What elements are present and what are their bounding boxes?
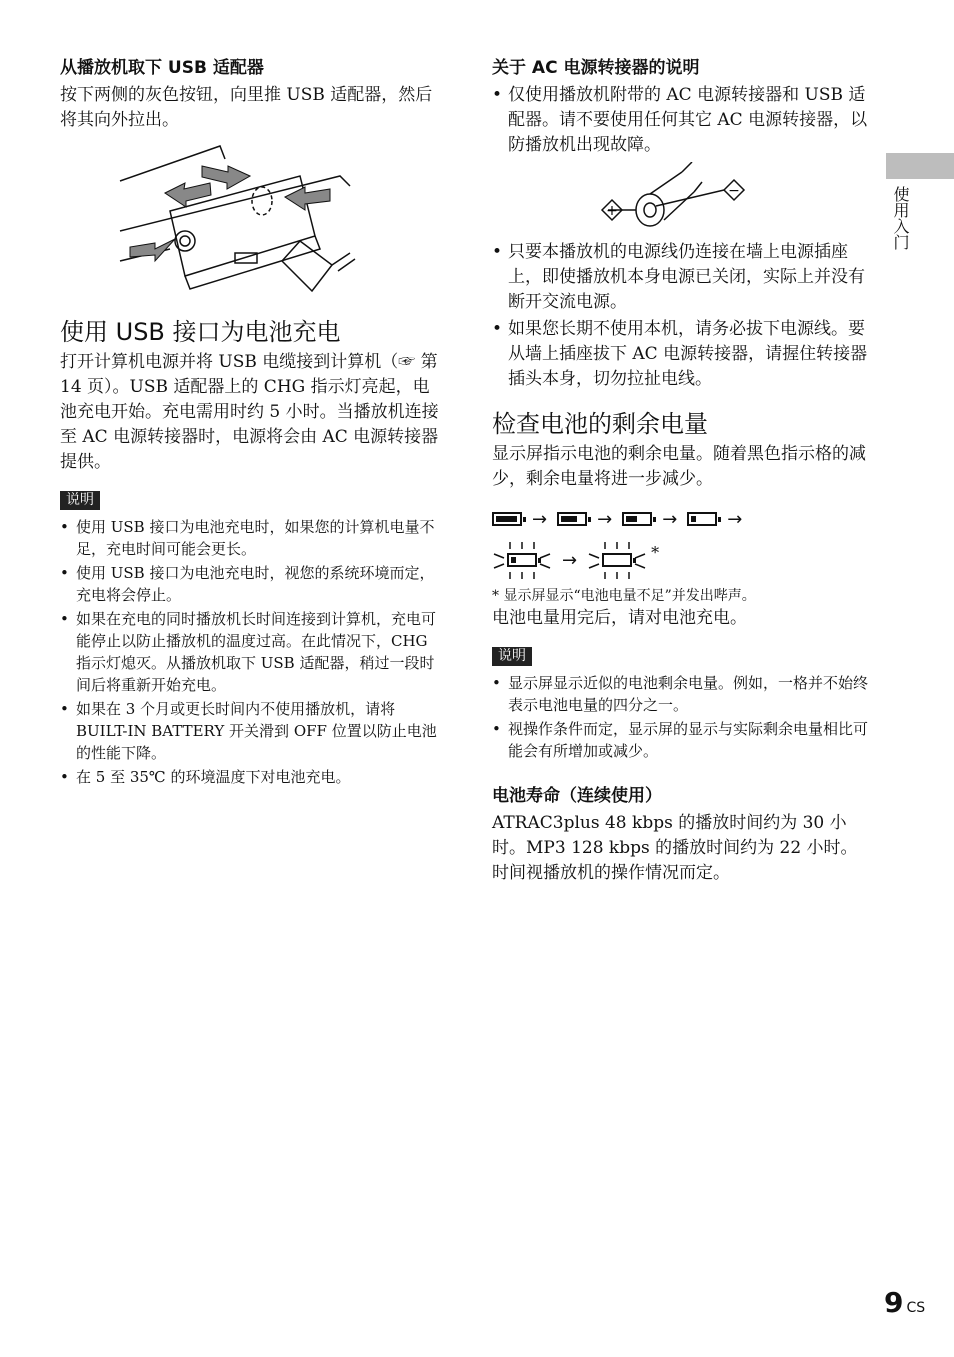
remove-usb-text: 按下两侧的灰色按钮，向里推 USB 适配器，然后将其向外拉出。 bbox=[60, 85, 433, 130]
left-column bbox=[60, 50, 442, 790]
battery-level-row-1 bbox=[492, 504, 868, 534]
battery-life-text: ATRAC3plus 48 kbps 的播放时间约为 30 小时。MP3 128 kbps 的播放时间约为 22 小时。 bbox=[492, 813, 858, 858]
list-item: • 使用 USB 接口为电池充电时，视您的系统环境而定，充电将会停止。 bbox=[60, 562, 442, 606]
arrow-icon: → bbox=[597, 508, 613, 530]
list-item: • 如果您长期不使用本机，请务必拔下电源线。要从墙上插座拔下 AC 电源转接器，请握住转接器插头本身，切勿拉扯电线。 bbox=[492, 317, 868, 392]
battery-icon bbox=[492, 512, 522, 526]
page-number-suffix: CS bbox=[906, 1300, 926, 1316]
ac-adapter-heading: 关于 AC 电源转接器的说明 bbox=[492, 58, 700, 78]
dc-plug-polarity-illustration bbox=[592, 162, 752, 232]
page-number-value: 9 bbox=[884, 1286, 904, 1319]
usb-adapter-illustration bbox=[110, 141, 360, 306]
footnote-marker: * bbox=[651, 542, 660, 562]
right-column bbox=[492, 50, 868, 886]
arrow-icon: → bbox=[532, 508, 548, 530]
battery-check-text: 显示屏指示电池的剩余电量。随着黑色指示格的减少，剩余电量将进一步减少。 bbox=[492, 444, 866, 489]
usb-charge-heading: 使用 USB 接口为电池充电 bbox=[60, 318, 341, 346]
charge-notes bbox=[60, 516, 442, 788]
note-label: 说明 bbox=[492, 647, 532, 666]
battery-check-heading: 检查电池的剩余电量 bbox=[492, 410, 708, 438]
list-item: • 视操作条件而定，显示屏的显示与实际剩余电量相比可能会有所增加或减少。 bbox=[492, 718, 868, 762]
battery-icon bbox=[557, 512, 587, 526]
list-item: • 如果在充电的同时播放机长时间连接到计算机，充电可能停止以防止播放机的温度过高。在此情况下，CHG 指示灯熄灭。从播放机取下 USB 适配器，稍过一段时间后将重新开始充电。 bbox=[60, 608, 442, 696]
flashing-empty-battery-icon bbox=[587, 540, 647, 580]
section-tab-marker bbox=[886, 153, 954, 179]
plug-plus-label: + bbox=[606, 203, 618, 219]
list-item: • 只要本播放机的电源线仍连接在墙上电源插座上，即使播放机本身电源已关闭，实际上并没有断开交流电源。 bbox=[492, 240, 868, 315]
battery-notes bbox=[492, 672, 868, 762]
plug-minus-label: − bbox=[728, 183, 740, 199]
arrow-icon: → bbox=[562, 549, 578, 571]
list-item: • 使用 USB 接口为电池充电时，如果您的计算机电量不足，充电时间可能会更长。 bbox=[60, 516, 442, 560]
remove-usb-heading: 从播放机取下 USB 适配器 bbox=[60, 58, 264, 78]
battery-icon bbox=[687, 512, 717, 526]
usb-charge-text: 打开计算机电源并将 USB 电缆接到计算机（☞ 第 14 页）。USB 适配器上的 CHG 指示灯亮起，电池充电开始。充电需用时约 5 小时。当播放机连接至 AC 电源转接器时，电源将会由 AC 电源转接器提供。 bbox=[60, 352, 439, 472]
section-tab-label: 使用入门 bbox=[891, 186, 910, 250]
battery-life-note: 时间视播放机的操作情况而定。 bbox=[492, 863, 730, 883]
battery-level-row-2 bbox=[492, 538, 868, 582]
list-item: • 显示屏显示近似的电池剩余电量。例如，一格并不始终表示电池电量的四分之一。 bbox=[492, 672, 868, 716]
arrow-icon: → bbox=[662, 508, 678, 530]
ac-adapter-bullets bbox=[492, 240, 868, 392]
battery-empty-text: 电池电量用完后，请对电池充电。 bbox=[492, 608, 747, 628]
arrow-icon: → bbox=[727, 508, 743, 530]
list-item: • 仅使用播放机附带的 AC 电源转接器和 USB 适配器。请不要使用任何其它 AC 电源转接器，以防播放机出现故障。 bbox=[492, 83, 868, 158]
battery-life-heading: 电池寿命（连续使用） bbox=[492, 786, 662, 806]
list-item: • 在 5 至 35℃ 的环境温度下对电池充电。 bbox=[60, 766, 442, 788]
flashing-battery-icon bbox=[492, 540, 552, 580]
battery-icon bbox=[622, 512, 652, 526]
page-number bbox=[884, 1286, 925, 1319]
ac-adapter-bullets-top bbox=[492, 83, 868, 158]
note-label: 说明 bbox=[60, 491, 100, 510]
list-item: • 如果在 3 个月或更长时间内不使用播放机，请将 BUILT-IN BATTERY 开关滑到 OFF 位置以防止电池的性能下降。 bbox=[60, 698, 442, 764]
battery-footnote: * 显示屏显示“电池电量不足”并发出哔声。 bbox=[492, 588, 756, 604]
